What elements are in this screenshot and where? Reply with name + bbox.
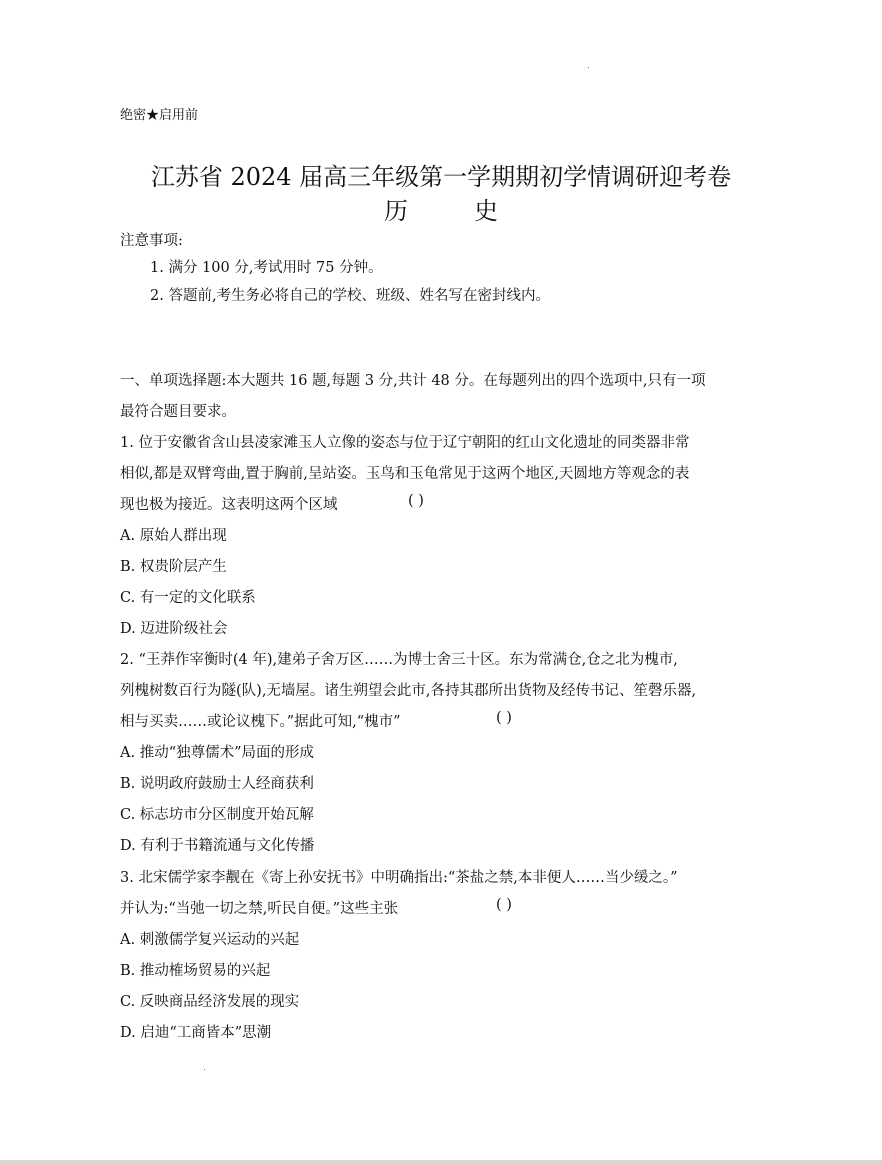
option-d: D. 迈进阶级社会 [120,621,228,637]
answer-bracket: ( ) [496,897,512,913]
option-b: B. 说明政府鼓励士人经商获利 [120,776,314,792]
question-2-stem: 列槐树数百行为隧(队),无墙屋。诸生朔望会此市,各持其郡所出货物及经传书记、笙磬乐器, [120,683,697,699]
option-c: C. 有一定的文化联系 [120,590,256,606]
answer-bracket: ( ) [408,493,424,509]
option-d: D. 启迪“工商皆本”思潮 [120,1025,272,1041]
secret-mark: 绝密★启用前 [120,108,199,123]
subject-char-2: 史 [474,197,498,225]
option-a: A. 刺激儒学复兴运动的兴起 [120,932,300,948]
option-c: C. 标志坊市分区制度开始瓦解 [120,807,314,823]
scan-speck [204,1069,205,1070]
subject-char-1: 历 [384,197,408,225]
exam-title: 江苏省 2024 届高三年级第一学期期初学情调研迎考卷 [150,163,732,191]
subject-heading [0,191,882,226]
section-intro: 最符合题目要求。 [120,404,236,420]
note-item: 1. 满分 100 分,考试用时 75 分钟。 [150,260,383,276]
scan-speck [588,67,589,68]
notes-heading: 注意事项: [120,233,183,249]
section-intro: 一、单项选择题:本大题共 16 题,每题 3 分,共计 48 分。在每题列出的四个选项中,只有一项 [120,373,706,389]
question-1-stem: 现也极为接近。这表明这两个区域 [120,497,338,513]
option-b: B. 权贵阶层产生 [120,559,227,575]
question-2-stem: 2. “王莽作宰衡时(4 年),建弟子舍万区……为博士舍三十区。东为常满仓,仓之北为槐市, [120,652,678,668]
question-1-stem: 1. 位于安徽省含山县凌家滩玉人立像的姿态与位于辽宁朝阳的红山文化遗址的同类器非常 [120,435,690,451]
question-2-stem: 相与买卖……或论议槐下。”据此可知,“槐市” [120,714,401,730]
option-b: B. 推动榷场贸易的兴起 [120,963,271,979]
option-c: C. 反映商品经济发展的现实 [120,994,300,1010]
answer-bracket: ( ) [496,710,512,726]
question-3-stem: 并认为:“当弛一切之禁,听民自便。”这些主张 [120,901,399,917]
option-a: A. 原始人群出现 [120,528,227,544]
note-item: 2. 答题前,考生务必将自己的学校、班级、姓名写在密封线内。 [150,288,551,304]
question-1-stem: 相似,都是双臂弯曲,置于胸前,呈站姿。玉鸟和玉龟常见于这两个地区,天圆地方等观念的表 [120,466,690,482]
question-3-stem: 3. 北宋儒学家李觏在《寄上孙安抚书》中明确指出:“茶盐之禁,本非便人……当少缓之。” [120,870,678,886]
option-d: D. 有利于书籍流通与文化传播 [120,838,315,854]
option-a: A. 推动“独尊儒术”局面的形成 [120,745,315,761]
